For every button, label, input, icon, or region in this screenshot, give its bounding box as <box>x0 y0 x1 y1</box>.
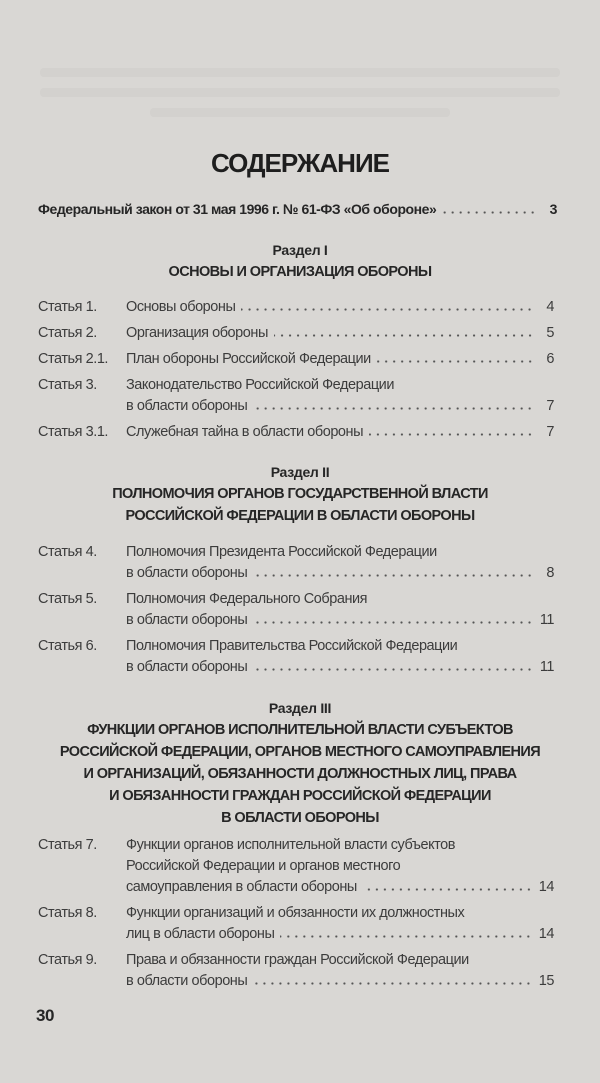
entry-title-line: Права и обязанности граждан Российской Федерации <box>126 952 469 968</box>
entry-title-line: в области обороны <box>126 973 248 989</box>
section-entries <box>38 297 554 448</box>
entry-last-line <box>126 657 554 678</box>
entry-title-line: Полномочия Федерального Собрания <box>126 591 368 607</box>
toc-entry <box>38 542 554 584</box>
toc-entry-law <box>38 201 557 217</box>
entry-title: Федеральный закон от 31 мая 1996 г. № 61-ФЗ «Об обороне» <box>38 201 437 217</box>
entry-title-line: Функции организаций и обязанности их должностных <box>126 905 465 921</box>
entry-title-line: Полномочия Правительства Российской Федерации <box>126 638 458 654</box>
section-name-line: В ОБЛАСТИ ОБОРОНЫ <box>221 810 379 826</box>
entry-title-line: в области обороны <box>126 565 248 581</box>
section-number: Раздел II <box>270 464 330 480</box>
entry-title-line: самоуправления в области обороны <box>126 879 357 895</box>
toc-entry <box>38 589 554 631</box>
toc-entry <box>38 903 554 945</box>
section-heading <box>0 461 600 527</box>
entry-title-block <box>126 323 554 344</box>
article-number: Статья 1. <box>38 299 97 315</box>
dot-leader <box>363 888 533 891</box>
page-number: 30 <box>36 1006 54 1025</box>
entry-title-line: Законодательство Российской Федерации <box>126 377 394 393</box>
article-number: Статья 2.1. <box>38 351 109 367</box>
entry-title-line: Служебная тайна в области обороны <box>126 424 364 440</box>
entry-page: 6 <box>546 351 554 367</box>
article-number: Статья 3.1. <box>38 424 109 440</box>
dot-leader <box>253 407 534 410</box>
section-name-line: РОССИЙСКОЙ ФЕДЕРАЦИИ, ОРГАНОВ МЕСТНОГО САМОУПРАВЛЕНИЯ <box>59 744 541 760</box>
entry-last-line <box>126 422 554 443</box>
entry-title-block <box>126 950 554 992</box>
bleed-through-text <box>40 68 560 77</box>
entry-page: 3 <box>549 201 557 217</box>
entry-last-line <box>126 924 554 945</box>
entry-title-line: Организация обороны <box>126 325 268 341</box>
entry-page: 14 <box>538 879 554 895</box>
section-name-line: И ОРГАНИЗАЦИЙ, ОБЯЗАННОСТИ ДОЛЖНОСТНЫХ ЛИЦ, ПРАВА <box>83 766 517 782</box>
section-name-line: ОСНОВЫ И ОРГАНИЗАЦИЯ ОБОРОНЫ <box>168 264 432 280</box>
toc-entry <box>38 297 554 318</box>
entry-title-line: в области обороны <box>126 398 248 414</box>
article-number: Статья 5. <box>38 591 97 607</box>
entry-title-line: в области обороны <box>126 612 248 628</box>
entry-page: 15 <box>538 973 554 989</box>
dot-leader <box>274 334 534 337</box>
entry-title-line: Функции органов исполнительной власти субъектов <box>126 837 456 853</box>
article-number: Статья 2. <box>38 325 97 341</box>
toc-entry <box>38 422 554 443</box>
dot-leader <box>253 621 534 624</box>
entry-page: 7 <box>546 424 554 440</box>
entry-title-line: в области обороны <box>126 659 248 675</box>
section-number: Раздел I <box>272 242 328 258</box>
entry-title-block <box>126 375 554 417</box>
entry-last-line <box>126 349 554 370</box>
bleed-through-text <box>40 88 560 97</box>
entry-last-line <box>126 563 554 584</box>
article-number: Статья 8. <box>38 905 97 921</box>
entry-last-line <box>126 971 554 992</box>
section-name-line: И ОБЯЗАННОСТИ ГРАЖДАН РОССИЙСКОЙ ФЕДЕРАЦИИ <box>109 788 491 804</box>
entry-title-block <box>126 903 554 945</box>
entry-title-line: План обороны Российской Федерации <box>126 351 371 367</box>
section-name-line: ПОЛНОМОЧИЯ ОРГАНОВ ГОСУДАРСТВЕННОЙ ВЛАСТИ <box>112 486 488 502</box>
toc-entry <box>38 950 554 992</box>
dot-leader <box>253 574 534 577</box>
dot-leader <box>442 211 537 214</box>
section-heading <box>0 697 600 829</box>
entry-page: 4 <box>546 299 554 315</box>
dot-leader <box>377 360 534 363</box>
entry-last-line <box>126 610 554 631</box>
toc-entry <box>38 349 554 370</box>
article-number: Статья 7. <box>38 837 97 853</box>
dot-leader <box>253 668 534 671</box>
toc-entry <box>38 323 554 344</box>
entry-title-block <box>126 422 554 443</box>
section-heading <box>0 239 600 283</box>
section-entries <box>38 835 554 997</box>
entry-page: 5 <box>546 325 554 341</box>
entry-title-block <box>126 835 554 898</box>
dot-leader <box>253 982 532 985</box>
entry-title-line: Российской Федерации и органов местного <box>126 858 401 874</box>
article-number: Статья 6. <box>38 638 97 654</box>
entry-last-line <box>126 877 554 898</box>
page-title: СОДЕРЖАНИЕ <box>211 148 389 178</box>
entry-page: 11 <box>539 659 554 675</box>
entry-page: 14 <box>538 926 554 942</box>
entry-page: 11 <box>539 612 554 628</box>
section-name-line: ФУНКЦИИ ОРГАНОВ ИСПОЛНИТЕЛЬНОЙ ВЛАСТИ СУБЪЕКТОВ <box>87 722 513 738</box>
section-number: Раздел III <box>268 700 332 716</box>
entry-title-line: Полномочия Президента Российской Федерации <box>126 544 437 560</box>
article-number: Статья 9. <box>38 952 97 968</box>
entry-title-block <box>126 349 554 370</box>
entry-title-block <box>126 636 554 678</box>
toc-entry <box>38 636 554 678</box>
section-name-line: РОССИЙСКОЙ ФЕДЕРАЦИИ В ОБЛАСТИ ОБОРОНЫ <box>125 508 475 524</box>
dot-leader <box>241 308 534 311</box>
dot-leader <box>369 433 534 436</box>
entry-page: 7 <box>546 398 554 414</box>
dot-leader <box>280 935 532 938</box>
entry-title-block <box>126 589 554 631</box>
toc-entry <box>38 375 554 417</box>
article-number: Статья 3. <box>38 377 97 393</box>
section-entries <box>38 542 554 683</box>
entry-title-line: Основы обороны <box>126 299 236 315</box>
entry-title-block <box>126 297 554 318</box>
entry-last-line <box>126 396 554 417</box>
entry-last-line <box>126 297 554 318</box>
entry-title-block <box>126 542 554 584</box>
entry-title-line: лиц в области обороны <box>126 926 275 942</box>
article-number: Статья 4. <box>38 544 97 560</box>
toc-entry <box>38 835 554 898</box>
entry-page: 8 <box>546 565 554 581</box>
entry-last-line <box>126 323 554 344</box>
bleed-through-text <box>150 108 450 117</box>
